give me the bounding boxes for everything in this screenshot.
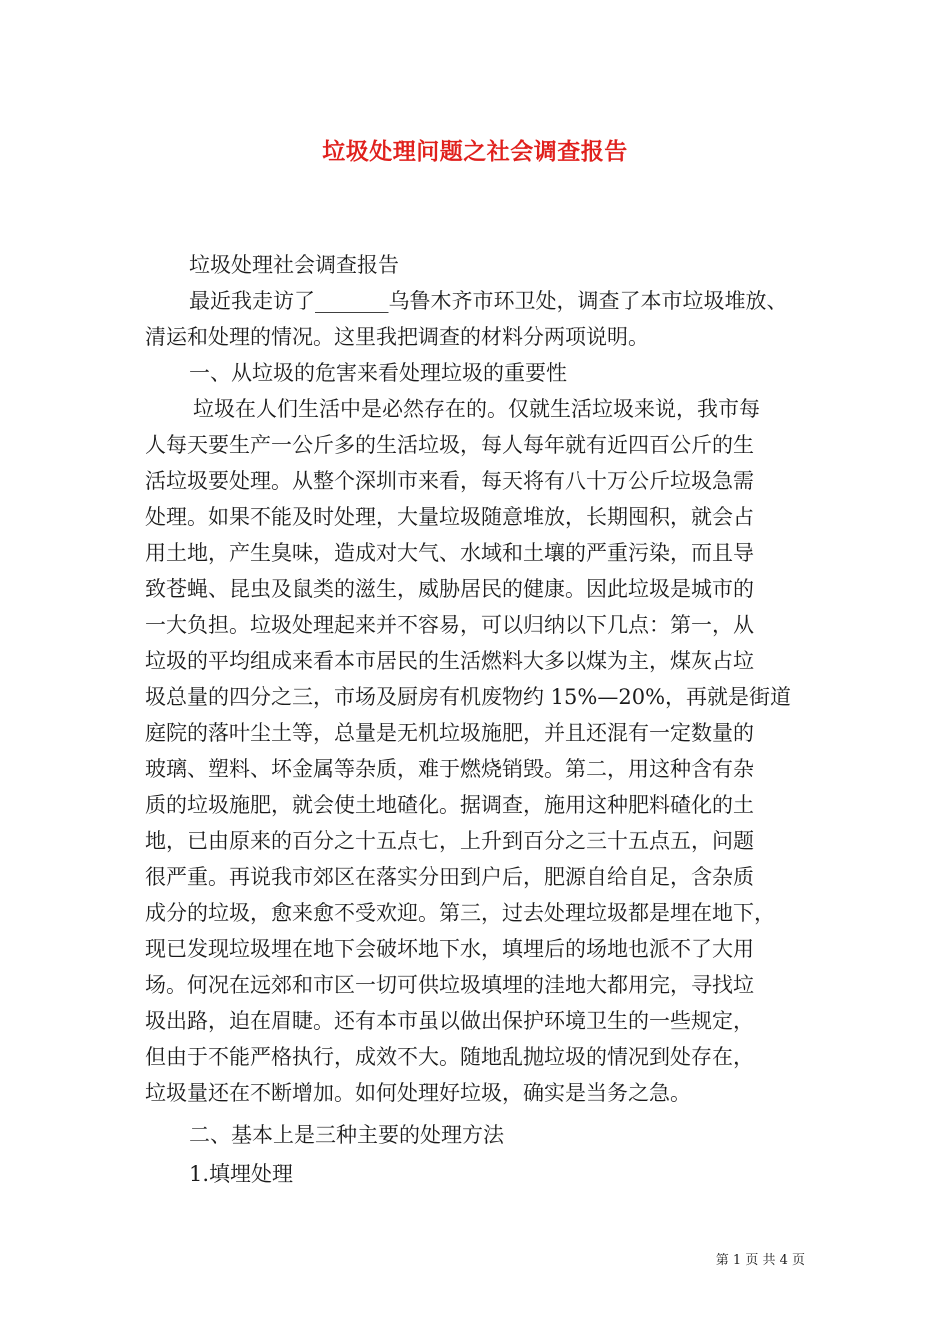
paragraph-line: 质的垃圾施肥，就会使土地碴化。据调查，施用这种肥料碴化的土: [145, 793, 754, 817]
paragraph-line: 人每天要生产一公斤多的生活垃圾，每人每年就有近四百公斤的生: [145, 433, 754, 457]
paragraph-line: 场。何况在远郊和市区一切可供垃圾填埋的洼地大都用完，寻找垃: [145, 973, 754, 997]
paragraph-line: 地，已由原来的百分之十五点七，上升到百分之三十五点五，问题: [145, 829, 754, 853]
paragraph-line: 圾总量的四分之三，市场及厨房有机废物约 15%—20%，再就是街道: [145, 685, 792, 709]
page-number: 第 1 页 共 4 页: [715, 1253, 805, 1268]
paragraph-line: 一大负担。垃圾处理起来并不容易，可以归纳以下几点：第一，从: [145, 613, 754, 637]
paragraph-line: 致苍蝇、昆虫及鼠类的滋生，威胁居民的健康。因此垃圾是城市的: [145, 577, 754, 601]
paragraph-line: 最近我走访了_______乌鲁木齐市环卫处，调查了本市垃圾堆放、: [189, 289, 788, 313]
section-heading: 二、基本上是三种主要的处理方法: [189, 1123, 504, 1147]
paragraph-line: 庭院的落叶尘土等，总量是无机垃圾施肥，并且还混有一定数量的: [145, 721, 754, 745]
paragraph-line: 圾出路，迫在眉睫。还有本市虽以做出保护环境卫生的一些规定，: [145, 1009, 754, 1033]
paragraph-line: 但由于不能严格执行，成效不大。随地乱抛垃圾的情况到处存在，: [145, 1045, 754, 1069]
paragraph-line: 垃圾的平均组成来看本市居民的生活燃料大多以煤为主，煤灰占垃: [145, 649, 754, 673]
paragraph-line: 垃圾量还在不断增加。如何处理好垃圾，确实是当务之急。: [145, 1081, 691, 1105]
paragraph-line: 用土地，产生臭味，造成对大气、水域和土壤的严重污染，而且导: [145, 541, 754, 565]
document-title: 垃圾处理问题之社会调查报告: [322, 138, 628, 165]
paragraph-line: 处理。如果不能及时处理，大量垃圾随意堆放，长期囤积，就会占: [145, 505, 754, 529]
paragraph-line: 现已发现垃圾埋在地下会破坏地下水，填埋后的场地也派不了大用: [145, 937, 754, 961]
subtitle-line: 垃圾处理社会调查报告: [189, 253, 399, 277]
subsection-heading: 1.填埋处理: [189, 1162, 294, 1186]
paragraph-line: 垃圾在人们生活中是必然存在的。仅就生活垃圾来说，我市每: [193, 397, 760, 421]
paragraph-line: 活垃圾要处理。从整个深圳市来看，每天将有八十万公斤垃圾急需: [145, 469, 754, 493]
section-heading: 一、从垃圾的危害来看处理垃圾的重要性: [189, 361, 567, 385]
paragraph-line: 成分的垃圾，愈来愈不受欢迎。第三，过去处理垃圾都是埋在地下，: [145, 901, 775, 925]
paragraph-line: 很严重。再说我市郊区在落实分田到户后，肥源自给自足，含杂质: [145, 865, 754, 889]
paragraph-line: 玻璃、塑料、坏金属等杂质，难于燃烧销毁。第二，用这种含有杂: [145, 757, 754, 781]
paragraph-line: 清运和处理的情况。这里我把调查的材料分两项说明。: [145, 325, 649, 349]
